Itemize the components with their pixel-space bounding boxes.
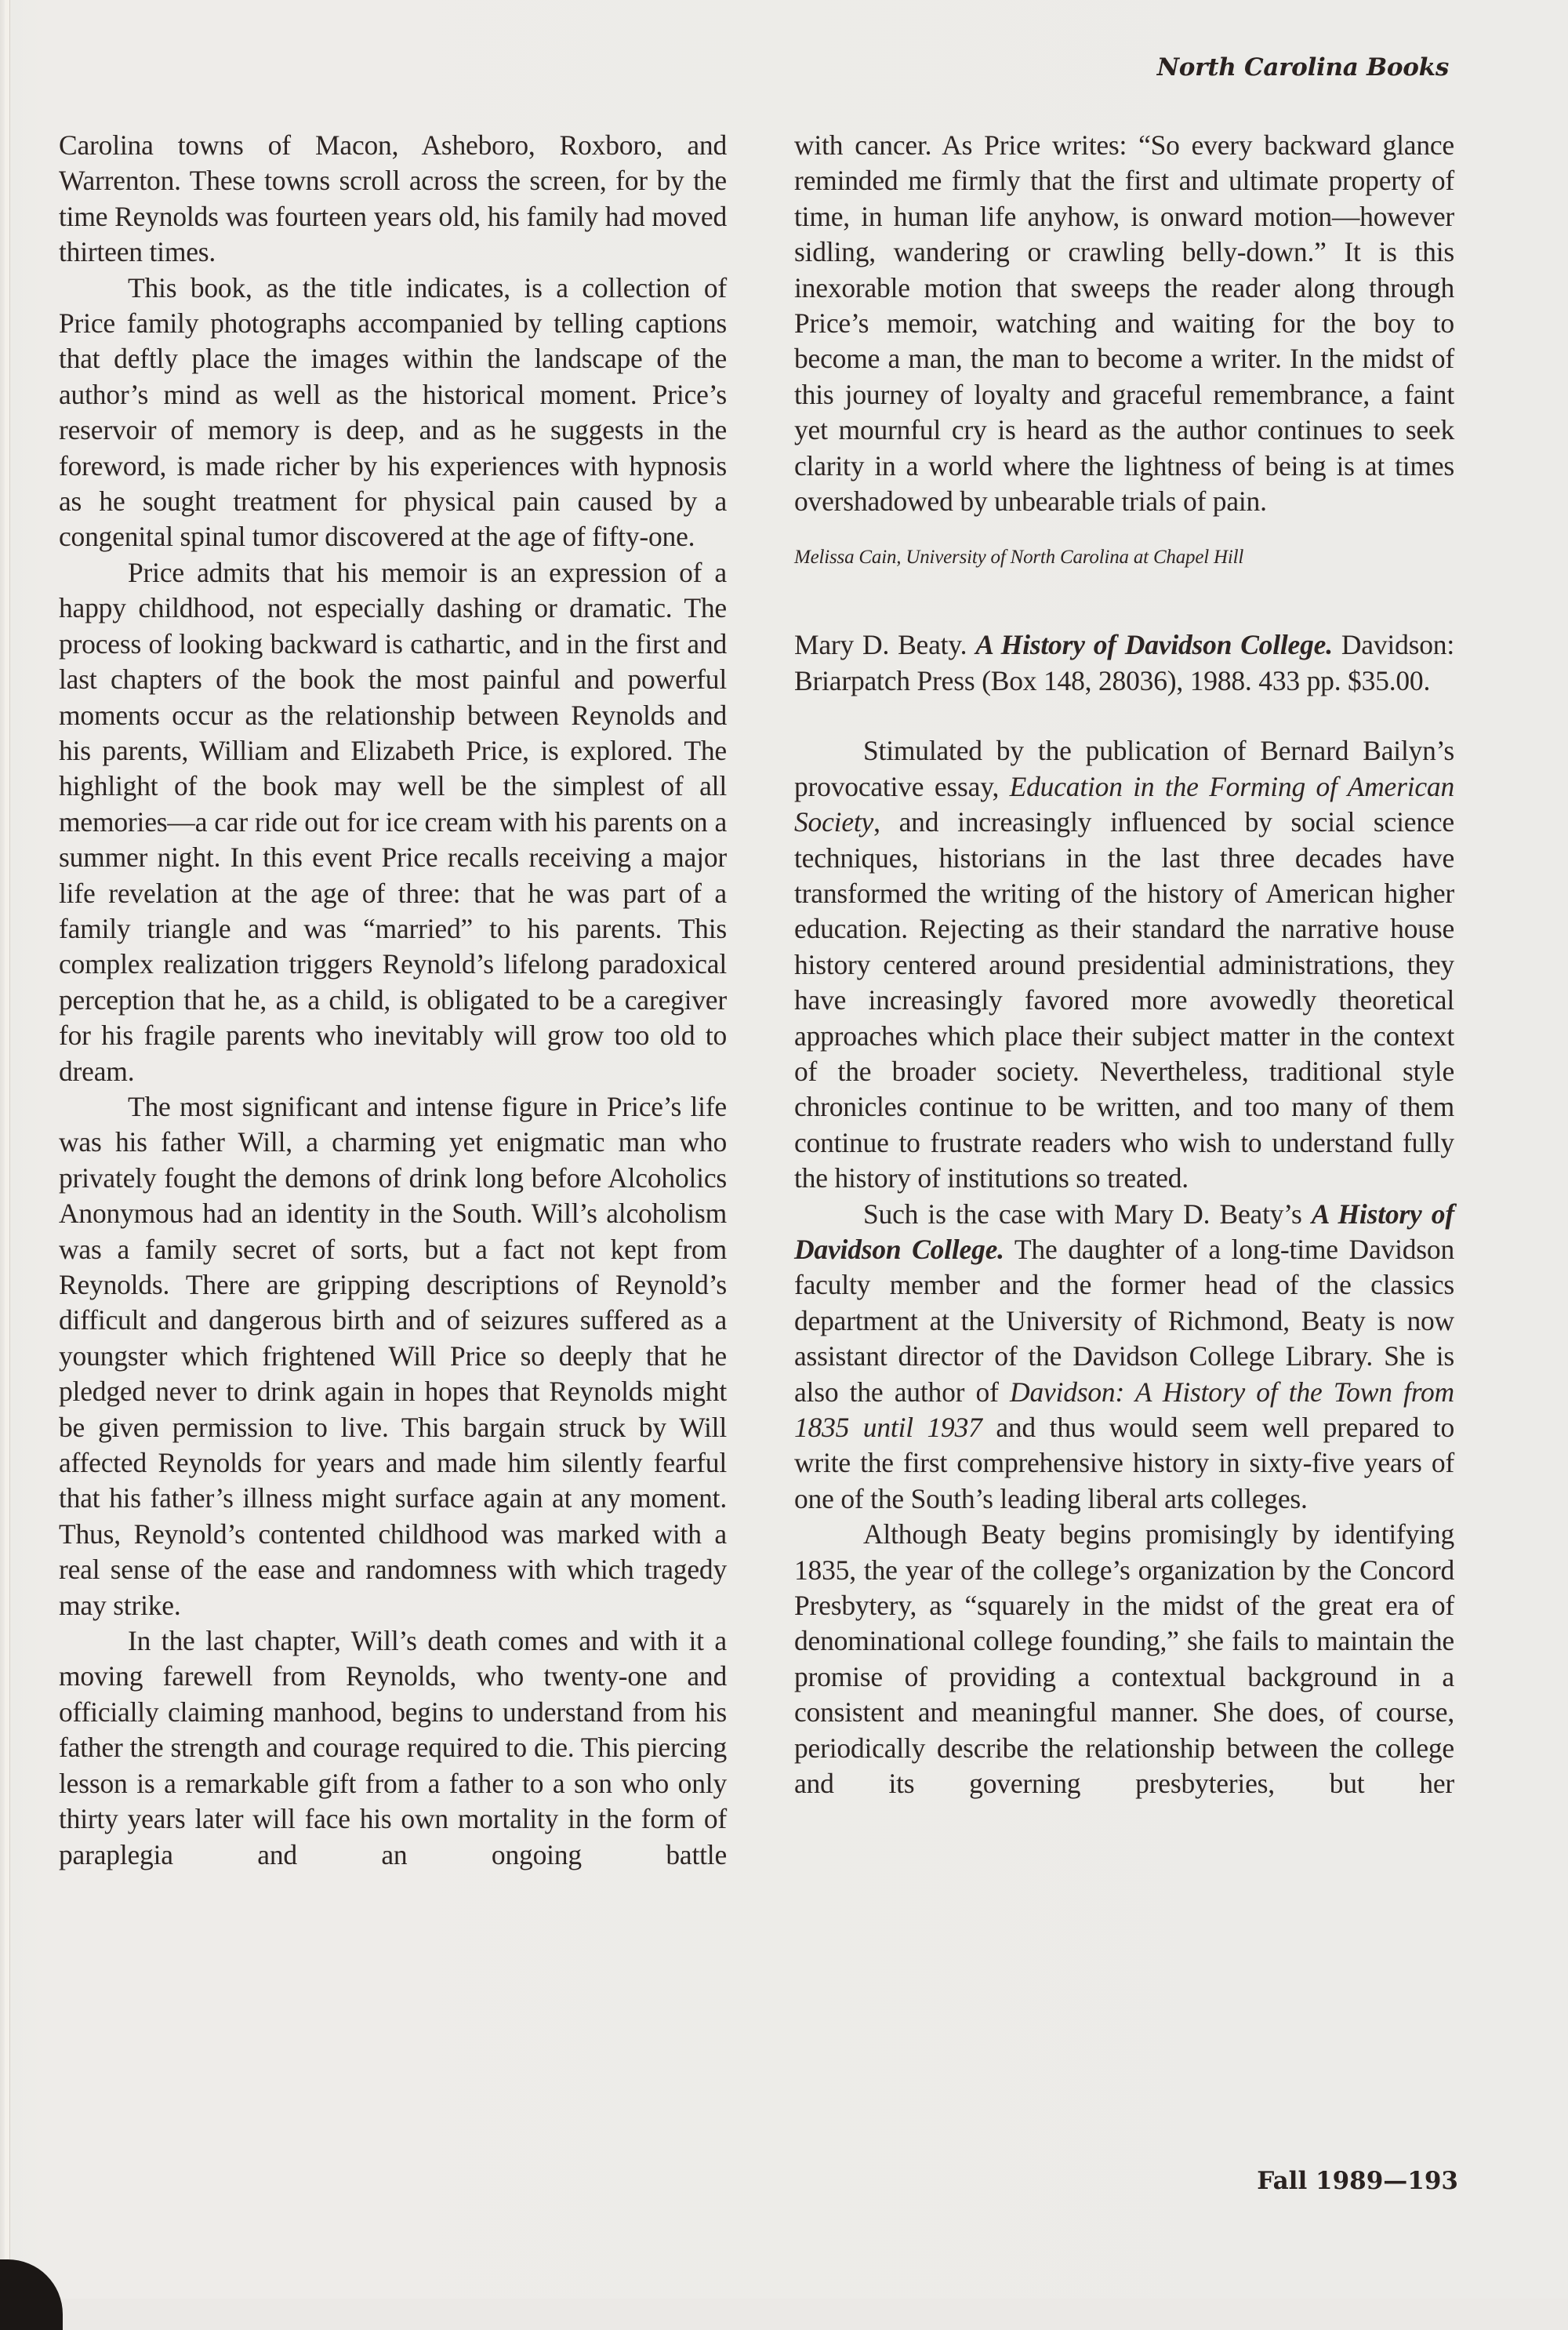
right-paragraph-3 [794, 1197, 1454, 1518]
citation-details: Davidson: Briarpatch Press (Box 148, 28036), 1988. 433 pp. $35.00. [794, 629, 1454, 696]
left-paragraph-1: Carolina towns of Macon, Asheboro, Roxboro, and Warrenton. These towns scroll across the screen, for by the time Reynolds was fourteen years old, his family had moved thirteen times. [59, 129, 727, 268]
citation-author: Mary D. Beaty. [794, 629, 967, 661]
right-paragraph-1: with cancer. As Price writes: “So every backward glance reminded me firmly that the first and ultimate property of time, in human life anyhow, is onward motion—however sidling, wandering or crawling belly-down.” It is this inexorable motion that sweeps the reader along through Price’s memoir, watching and waiting for the boy to become a man, the man to become a writer. In the midst of this journey of loyalty and graceful remembrance, a faint yet mournful cry is heard as the author continues to seek clarity in a world where the lightness of being is at times overshadowed by unbearable trials of pain. [794, 129, 1454, 518]
p2-text-before: Stimulated by the publication of Bernard Bailyn’s provocative essay, [794, 735, 1454, 802]
p3-other-title: Davidson: A History of the Town from 1835 until 1937 [794, 1376, 1454, 1443]
page-folio: Fall 1989—193 [1257, 2167, 1458, 2195]
left-paragraph-3: Price admits that his memoir is an expression of a happy childhood, not especially dashing or dramatic. The process of looking backward is cathartic, and in the first and last chapters of the book the most painful and powerful moments occur as the relationship between Reynolds and his parents, William and Elizabeth Price, is explored. The highlight of the book may well be the simplest of all memories—a car ride out for ice cream with his parents on a summer night. In this event Price recalls receiving a major life revelation at the age of three: that he was part of a family triangle and was “married” to his parents. This complex realization triggers Reynold’s lifelong paradoxical perception that he, as a child, is obligated to be a caregiver for his fragile parents who inevitably will grow too old to dream. [59, 556, 727, 1087]
book-citation [794, 627, 1454, 699]
page-corner-shadow [0, 2259, 63, 2330]
left-paragraph-2: This book, as the title indicates, is a collection of Price family photographs accompanied by telling captions that deftly place the images within the landscape of the author’s mind as well as the historical moment. Price’s reservoir of memory is deep, and as he suggests in the foreword, is made richer by his experiences with hypnosis as he sought treatment for physical pain caused by a congenital spinal tumor discovered at the age of fifty-one. [59, 271, 727, 553]
p2-essay-title: Education in the Forming of American Society [794, 770, 1455, 838]
right-column [794, 128, 1454, 1801]
reviewer-signature: Melissa Cain, University of North Carolina at Chapel Hill [794, 547, 1244, 569]
citation-book-title: A History of Davidson College. [975, 629, 1333, 661]
running-head: North Carolina Books [1156, 53, 1449, 82]
p2-text-after: , and increasingly influenced by social science techniques, historians in the last three decades have transformed the writing of the history of American higher education. Rejecting as their standard the narrative house history centered around presidential administrations, they have increasingly favored more avowedly theoretical approaches which place their subject matter in the context of the broader society. Nevertheless, traditional style chronicles continue to be written, and too many of them continue to frustrate readers who wish to understand fully the history of institutions so treated. [794, 806, 1454, 1194]
right-paragraph-2 [794, 733, 1454, 1196]
p3-text-after: and thus would seem well prepared to write the first comprehensive history in sixty-five years of one of the South’s leading liberal arts colleges. [794, 1412, 1455, 1514]
p3-text-middle: The daughter of a long-time Davidson faculty member and the former head of the classics department at the University of Richmond, Beaty is now assistant director of the Davidson College Library. She is also the author of [794, 1233, 1454, 1408]
p3-text-before: Such is the case with Mary D. Beaty’s [863, 1198, 1312, 1230]
p3-book-title: A History of Davidson College. [794, 1198, 1454, 1265]
right-paragraph-4: Although Beaty begins promisingly by identifying 1835, the year of the college’s organization by the Concord Presbytery, as “squarely in the midst of the great era of denominational college founding,” she fails to maintain the promise of providing a contextual background in a consistent and meaningful manner. She does, of course, periodically describe the relationship between the college and its governing presbyteries, but her [794, 1518, 1454, 1800]
left-column [59, 128, 727, 1873]
left-paragraph-5: In the last chapter, Will’s death comes and with it a moving farewell from Reynolds, who twenty-one and officially claiming manhood, begins to understand from his father the strength and courage required to die. This piercing lesson is a remarkable gift from a father to a son who only thirty years later will face his own mortality in the form of paraplegia and an ongoing battle [59, 1625, 727, 1870]
page-binding-edge [5, 0, 10, 2299]
left-paragraph-4: The most significant and intense figure in Price’s life was his father Will, a charming yet enigmatic man who privately fought the demons of drink long before Alcoholics Anonymous had an identity in the South. Will’s alcoholism was a family secret of sorts, but a fact not kept from Reynolds. There are gripping descriptions of Reynold’s difficult and dangerous birth and of seizures suffered as a youngster which frightened Will Price so deeply that he pledged never to drink again in hopes that Reynolds might be given permission to live. This bargain struck by Will affected Reynolds for years and made him silently fearful that his father’s illness might surface again at any moment. Thus, Reynold’s contented childhood was marked with a real sense of the ease and randomness with which tragedy may strike. [59, 1090, 727, 1621]
